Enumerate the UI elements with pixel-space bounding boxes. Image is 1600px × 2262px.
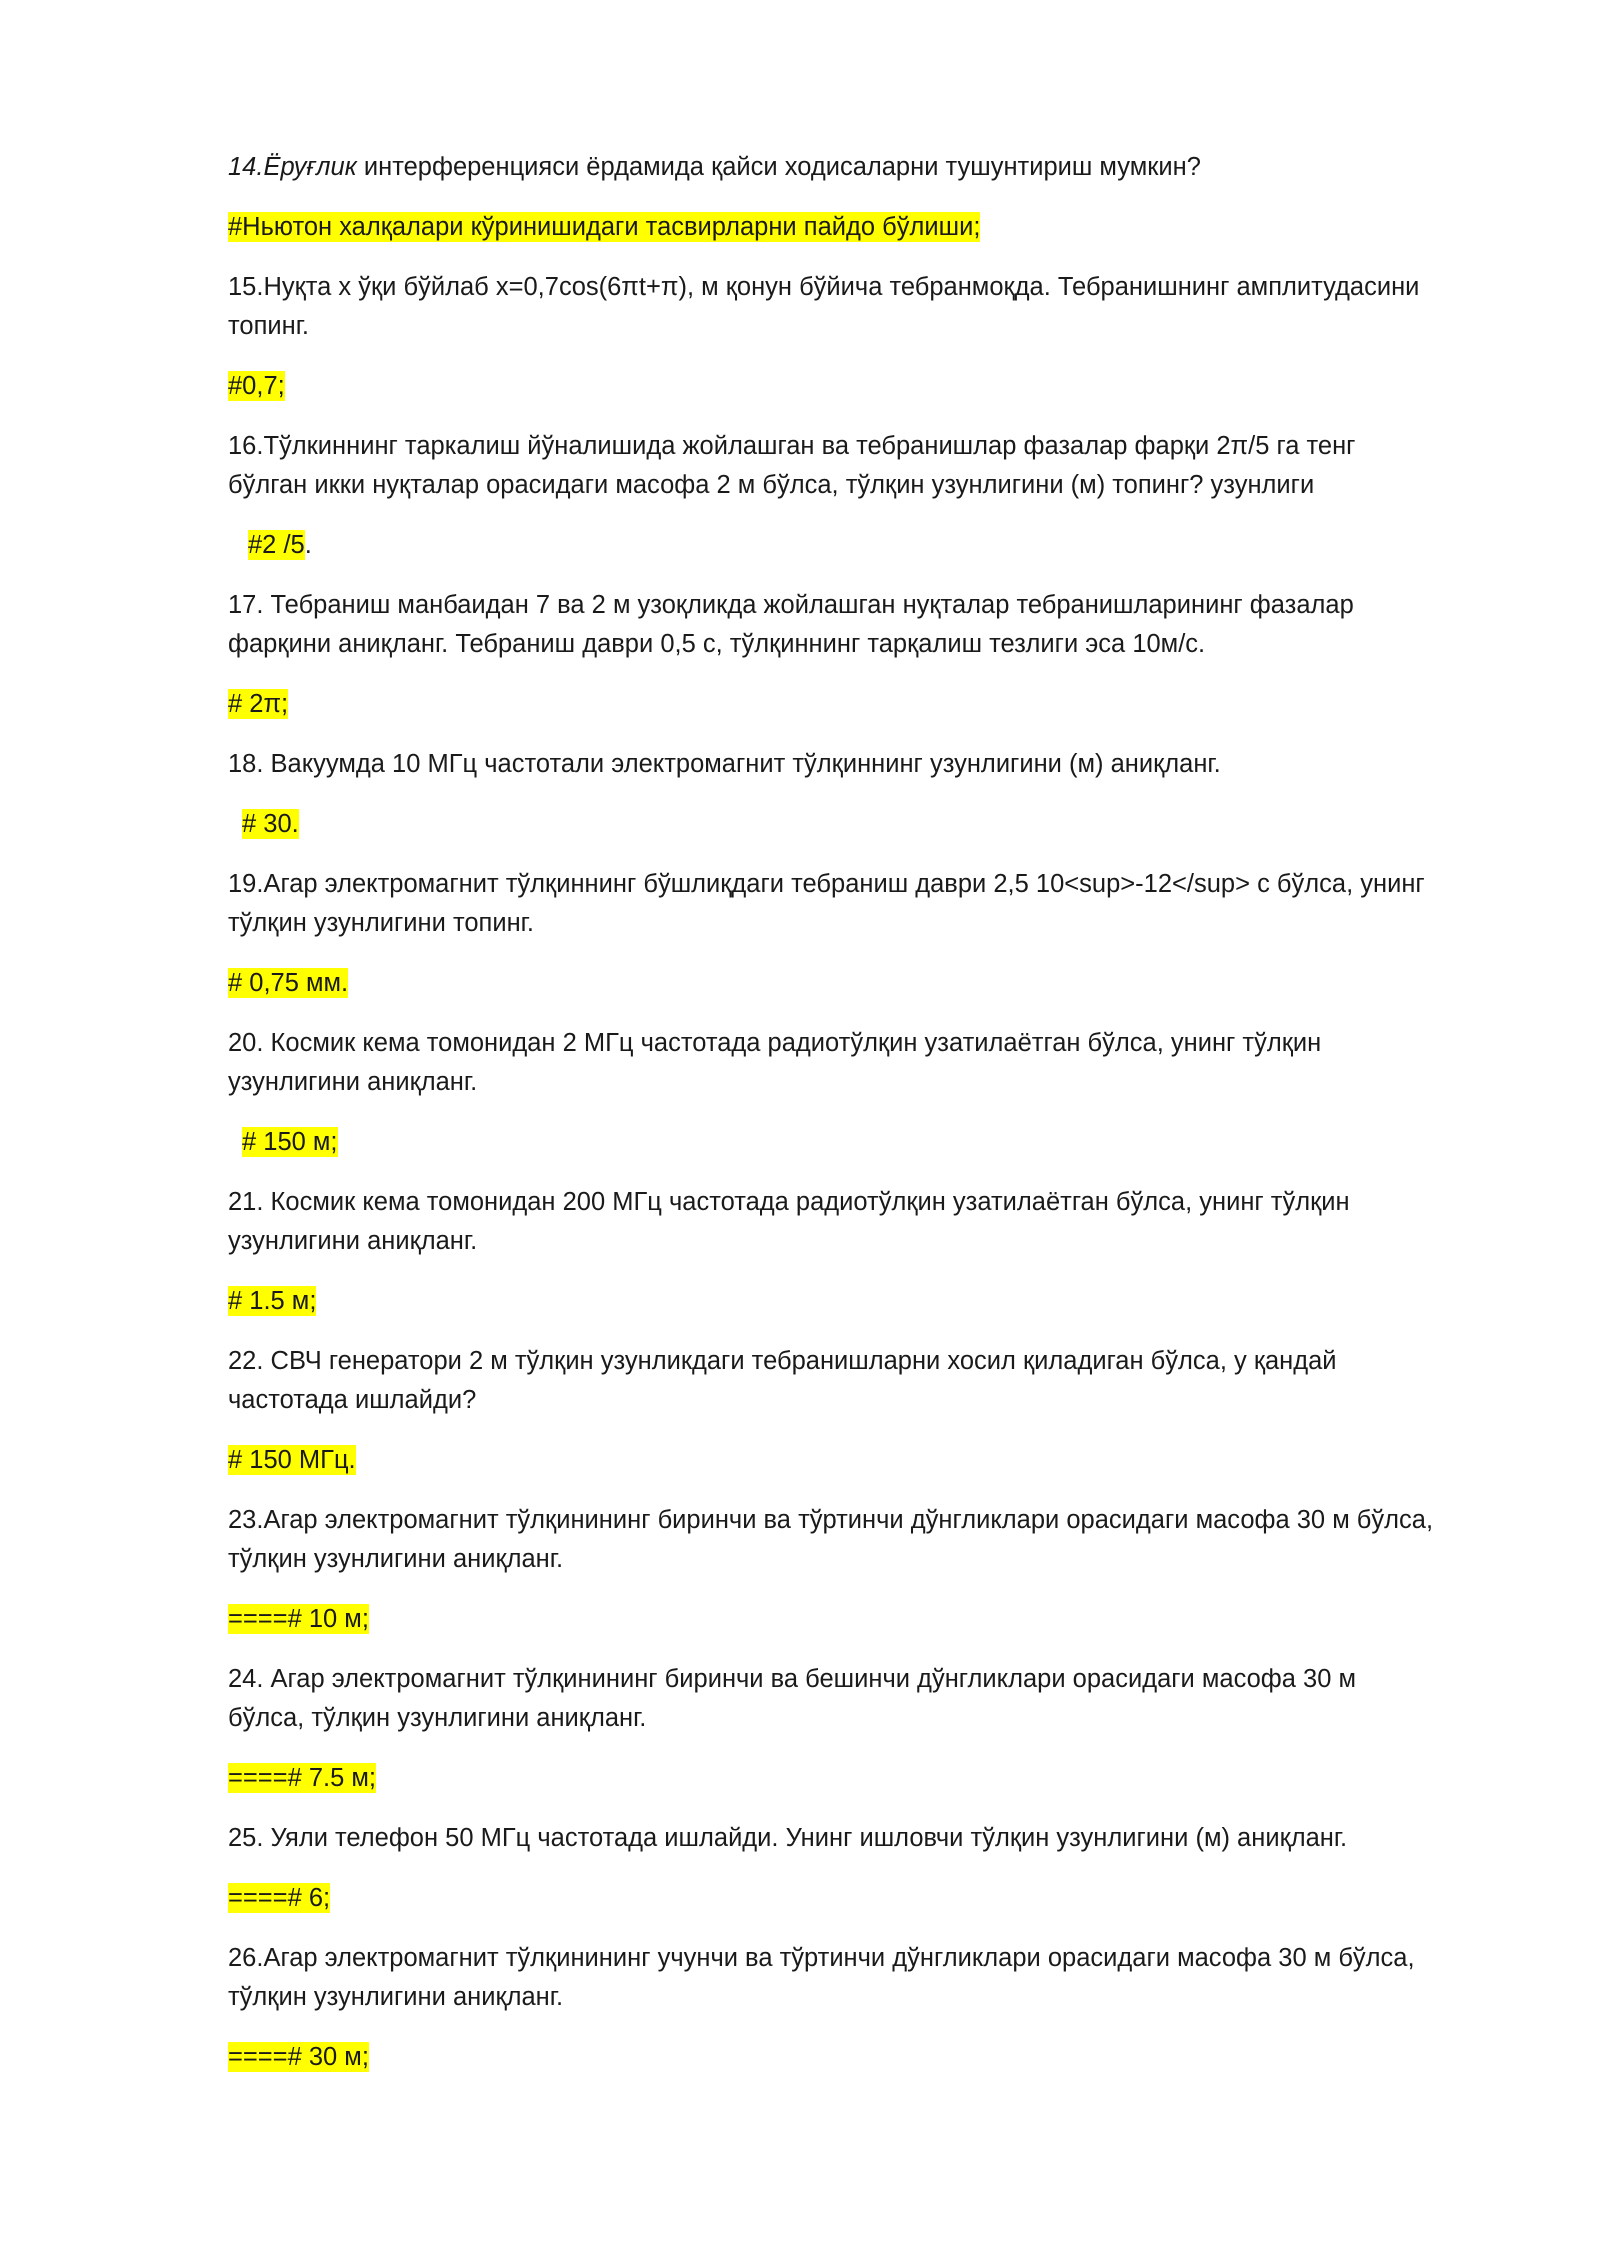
answer-24-highlight: ====# 7.5 м; xyxy=(228,1764,376,1792)
question-14-italic-prefix: 14.Ёруғлик xyxy=(228,153,357,181)
question-17-text: 17. Тебраниш манбаидан 7 ва 2 м узоқликда жойлашган нуқталар тебранишларининг фазалар фарқини аниқланг. Тебраниш даври 0,5 с, тўлқиннинг тарқалиш тезлиги эса 10м/с. xyxy=(228,591,1354,658)
answer-17-highlight: # 2π; xyxy=(228,690,289,718)
answer-17 xyxy=(228,685,1438,724)
question-19 xyxy=(228,865,1438,943)
answer-19 xyxy=(228,964,1438,1003)
answer-22-highlight: # 150 МГц. xyxy=(228,1446,356,1474)
question-23-text: 23.Агар электромагнит тўлқинининг биринчи ва тўртинчи дўнгликлари орасидаги масофа 30 м бўлса, тўлқин узунлигини аниқланг. xyxy=(228,1506,1434,1573)
question-16 xyxy=(228,427,1438,505)
answer-16-suffix: . xyxy=(304,531,312,559)
answer-15 xyxy=(228,367,1438,406)
answer-16-highlight: #2 /5 xyxy=(248,531,305,559)
question-14-text: интерференцияси ёрдамида қайси ходисаларни тушунтириш мумкин? xyxy=(356,153,1201,181)
answer-25-highlight: ====# 6; xyxy=(228,1884,331,1912)
question-19-text: 19.Агар электромагнит тўлқиннинг бўшлиқдаги тебраниш даври 2,5 10<sup>-12</sup> с бўлса, унинг тўлқин узунлигини топинг. xyxy=(228,870,1425,937)
question-15-text: 15.Нуқта х ўқи бўйлаб х=0,7cos(6πt+π), м қонун бўйича тебранмоқда. Тебранишнинг амплитудасини топинг. xyxy=(228,273,1420,340)
question-24 xyxy=(228,1660,1438,1738)
answer-14-highlight: #Ньютон халқалари кўринишидаги тасвирларни пайдо бўлиши; xyxy=(228,213,981,241)
answer-22 xyxy=(228,1441,1438,1480)
question-25 xyxy=(228,1819,1438,1858)
document-body xyxy=(228,148,1438,2098)
answer-26 xyxy=(228,2038,1438,2077)
question-22-text: 22. СВЧ генератори 2 м тўлқин узунликдаги тебранишларни хосил қиладиган бўлса, у қандай частотада ишлайди? xyxy=(228,1347,1337,1414)
question-23 xyxy=(228,1501,1438,1579)
question-26-text: 26.Агар электромагнит тўлқинининг учунчи ва тўртинчи дўнгликлари орасидаги масофа 30 м бўлса, тўлқин узунлигини аниқланг. xyxy=(228,1944,1415,2011)
answer-20 xyxy=(228,1123,1438,1162)
question-24-text: 24. Агар электромагнит тўлқинининг биринчи ва бешинчи дўнгликлари орасидаги масофа 30 м бўлса, тўлқин узунлигини аниқланг. xyxy=(228,1665,1357,1732)
question-17 xyxy=(228,586,1438,664)
answer-25 xyxy=(228,1879,1438,1918)
answer-26-highlight: ====# 30 м; xyxy=(228,2043,369,2071)
question-20 xyxy=(228,1024,1438,1102)
question-14 xyxy=(228,148,1438,187)
answer-16 xyxy=(228,526,1438,565)
question-21 xyxy=(228,1183,1438,1261)
answer-24 xyxy=(228,1759,1438,1798)
answer-14 xyxy=(228,208,1438,247)
question-20-text: 20. Космик кема томонидан 2 МГц частотада радиотўлқин узатилаётган бўлса, унинг тўлқин узунлигини аниқланг. xyxy=(228,1029,1322,1096)
answer-18-highlight: # 30. xyxy=(242,810,299,838)
answer-23-highlight: ====# 10 м; xyxy=(228,1605,369,1633)
answer-18 xyxy=(228,805,1438,844)
answer-23 xyxy=(228,1600,1438,1639)
question-18-text: 18. Вакуумда 10 МГц частотали электромагнит тўлқиннинг узунлигини (м) аниқланг. xyxy=(228,750,1221,778)
answer-15-highlight: #0,7; xyxy=(228,372,285,400)
question-16-text: 16.Тўлкиннинг таркалиш йўналишида жойлашган ва тебранишлар фазалар фарқи 2π/5 га тенг бўлган икки нуқталар орасидаги масофа 2 м бўлса, тўлқин узунлигини (м) топинг? узунлиги xyxy=(228,432,1356,499)
question-26 xyxy=(228,1939,1438,2017)
question-18 xyxy=(228,745,1438,784)
answer-20-highlight: # 150 м; xyxy=(242,1128,338,1156)
question-25-text: 25. Уяли телефон 50 МГц частотада ишлайди. Унинг ишловчи тўлқин узунлигини (м) аниқланг. xyxy=(228,1824,1348,1852)
question-21-text: 21. Космик кема томонидан 200 МГц частотада радиотўлқин узатилаётган бўлса, унинг тўлқин узунлигини аниқланг. xyxy=(228,1188,1350,1255)
answer-21-highlight: # 1.5 м; xyxy=(228,1287,317,1315)
question-15 xyxy=(228,268,1438,346)
question-22 xyxy=(228,1342,1438,1420)
answer-19-highlight: # 0,75 мм. xyxy=(228,969,349,997)
answer-21 xyxy=(228,1282,1438,1321)
